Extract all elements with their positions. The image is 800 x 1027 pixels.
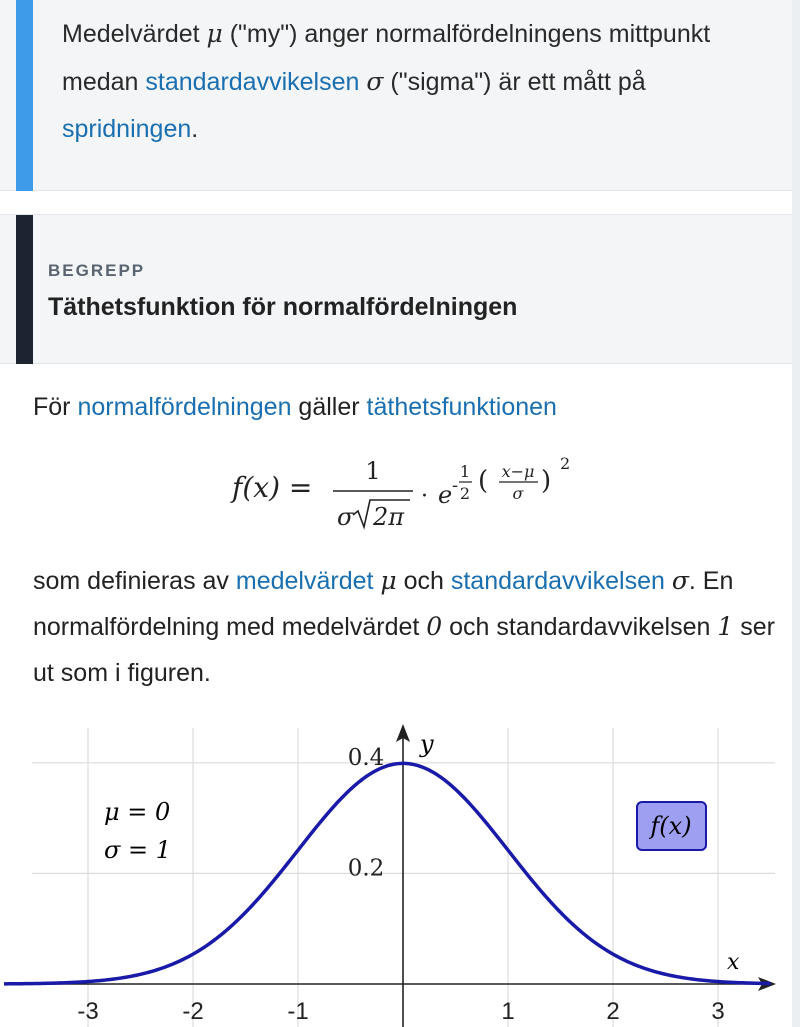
formula-inner-num: x−μ (501, 462, 535, 481)
formula-exponent: 2 (560, 454, 571, 473)
x-tick-label: -2 (182, 998, 204, 1025)
formula-numerator: 1 (365, 457, 381, 485)
x-tick-label: -3 (77, 998, 99, 1025)
link-spridningen[interactable]: spridningen (62, 115, 192, 143)
callout-text: Medelvärdet μ ("my") anger normalfördelningens mittpunkt medan standardavvikelsen σ ("sigma") är ett mått på spridningen. (62, 19, 711, 143)
formula-den-sigma: σ (337, 503, 354, 531)
formula-radicand: 2π (373, 503, 405, 531)
concept-label: BEGREPP (48, 261, 146, 280)
concept-box (0, 214, 792, 364)
y-tick-label: 0.4 (347, 744, 385, 771)
intro-paragraph: För normalfördelningen gäller täthetsfunktionen (33, 393, 557, 421)
concept-title: Täthetsfunktion för normalfördelningen (48, 293, 518, 321)
value-one: 1 (717, 612, 734, 641)
y-tick-label: 0.2 (347, 855, 385, 882)
formula-lhs: f(x) = (232, 471, 313, 504)
sigma-param-label: σ = 1 (104, 836, 172, 864)
value-zero: 0 (426, 612, 443, 641)
mu-symbol: μ (206, 19, 223, 48)
mu-symbol: μ (380, 566, 397, 595)
link-tathetsfunktionen[interactable]: täthetsfunktionen (366, 393, 557, 421)
y-axis-label: y (420, 730, 434, 758)
formula-base: e (438, 481, 453, 509)
formula-dot: · (421, 484, 428, 509)
concept-accent-bar (16, 215, 33, 365)
formula-half-num: 1 (459, 462, 471, 481)
formula-rparen: ) (541, 466, 552, 496)
formula-inner-den: σ (512, 484, 524, 503)
x-tick-label: -1 (287, 998, 309, 1025)
scrollbar[interactable] (792, 0, 800, 1027)
chart-axes (32, 724, 776, 1027)
link-medelvardet[interactable]: medelvärdet (235, 567, 374, 595)
normal-distribution-chart (0, 718, 800, 1027)
info-callout (0, 0, 792, 191)
legend-label: f(x) (650, 812, 692, 840)
formula-half-den: 2 (459, 484, 471, 503)
spacer (0, 192, 792, 214)
callout-accent-bar (16, 0, 33, 191)
x-tick-label: 2 (606, 998, 620, 1025)
formula-minus: - (452, 475, 459, 496)
x-tick-label: 1 (501, 998, 515, 1025)
description-paragraph: som definieras av medelvärdet μ och standardavvikelsen σ. En normalfördelning med medelvärdet 0 och standardavvikelsen 1 ser ut som i figuren. (33, 566, 775, 687)
x-axis-label: x (727, 950, 740, 975)
sigma-symbol: σ (366, 67, 384, 96)
density-formula (0, 445, 800, 545)
chart-ticks (77, 745, 724, 1025)
formula-lparen: ( (478, 466, 489, 496)
sigma-symbol: σ (671, 566, 689, 595)
x-tick-label: 3 (711, 998, 725, 1025)
link-standardavvikelsen[interactable]: standardavvikelsen (145, 68, 360, 96)
link-standardavvikelsen-2[interactable]: standardavvikelsen (450, 567, 665, 595)
mu-param-label: μ = 0 (104, 798, 171, 826)
link-normalfordelningen[interactable]: normalfördelningen (77, 393, 292, 421)
